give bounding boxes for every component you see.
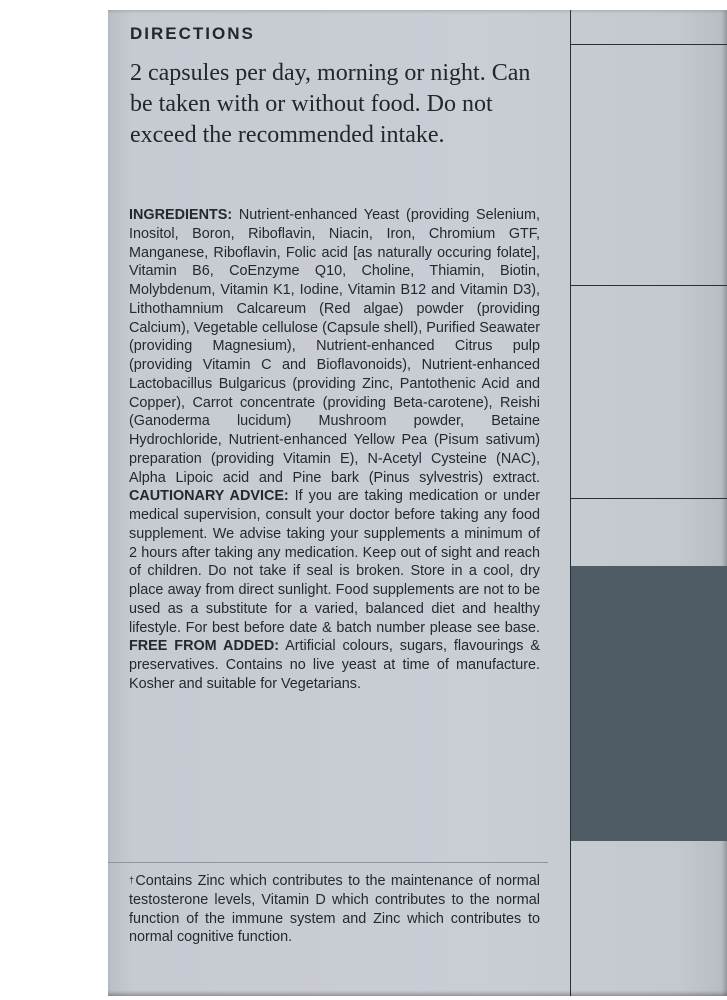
supplement-box-side-panel <box>108 10 727 996</box>
dark-color-block <box>571 566 727 841</box>
box-bottom-shadow <box>108 990 727 996</box>
dagger-mark: † <box>129 875 136 885</box>
ingredients-text: Nutrient-enhanced Yeast (providing Selenium, Inositol, Boron, Riboflavin, Niacin, Iron, Chromium GTF, Manganese, Riboflavin, Folic acid [as naturally occuring folate], Vitamin B6, CoEnzyme Q10, Choline, Thiamin, Biotin, Molybdenum, Vitamin K1, Iodine, Vitamin B12 and Vitamin D3), Lithothamnium Calcareum (Red algae) powder (providing Calcium), Vegetable cellulose (Capsule shell), Purified Seawater (providing Magnesium), Nutrient-enhanced Citrus pulp (providing Vitamin C and Bioflavonoids), Nutrient-enhanced Lactobacillus Bulgaricus (providing Zinc, Pantothenic Acid and Copper), Carrot concentrate (providing Beta-carotene), Reishi (Ganoderma lucidum) Mushroom powder, Betaine Hydrochloride, Nutrient-enhanced Yellow Pea (Pisum sativum) preparation (providing Vitamin E), N-Acetyl Cysteine (NAC), Alpha Lipoic acid and Pine bark (Pinus sylvestris) extract. <box>129 207 540 486</box>
panel-vertical-line <box>570 10 571 996</box>
panel-horizontal-line <box>570 498 727 499</box>
ingredients-block <box>129 206 540 694</box>
cautionary-text: If you are taking medication or under medical supervision, consult your doctor before taking any food supplement. We advise taking your supplements a minimum of 2 hours after taking any medication. Keep out of sight and reach of children. Do not take if seal is broken. Store in a cool, dry place away from direct sunlight. Food supplements are not to be used as a substitute for a varied, balanced diet and healthy lifestyle. For best before date & batch number please see base. <box>129 488 540 636</box>
section-divider <box>108 862 548 863</box>
ingredients-label: INGREDIENTS: <box>129 207 233 223</box>
footnote-text: Contains Zinc which contributes to the maintenance of normal testosterone levels, Vitamin D which contributes to the normal function of the immune system and Zinc which contributes to normal cognitive function. <box>129 873 540 946</box>
cautionary-label: CAUTIONARY ADVICE: <box>129 488 289 505</box>
panel-horizontal-line <box>570 44 727 45</box>
free-from-label: FREE FROM ADDED: <box>129 638 280 655</box>
directions-text: 2 capsules per day, morning or night. Can be taken with or without food. Do not exceed the recommended intake. <box>130 60 531 148</box>
free-from-text: Artificial colours, sugars, flavourings & preservatives. Contains no live yeast at time of manufacture. Kosher and suitable for Vegetarians. <box>129 638 541 692</box>
panel-horizontal-line <box>570 285 727 286</box>
directions-heading: DIRECTIONS <box>130 24 255 43</box>
footnote-block <box>129 872 540 947</box>
